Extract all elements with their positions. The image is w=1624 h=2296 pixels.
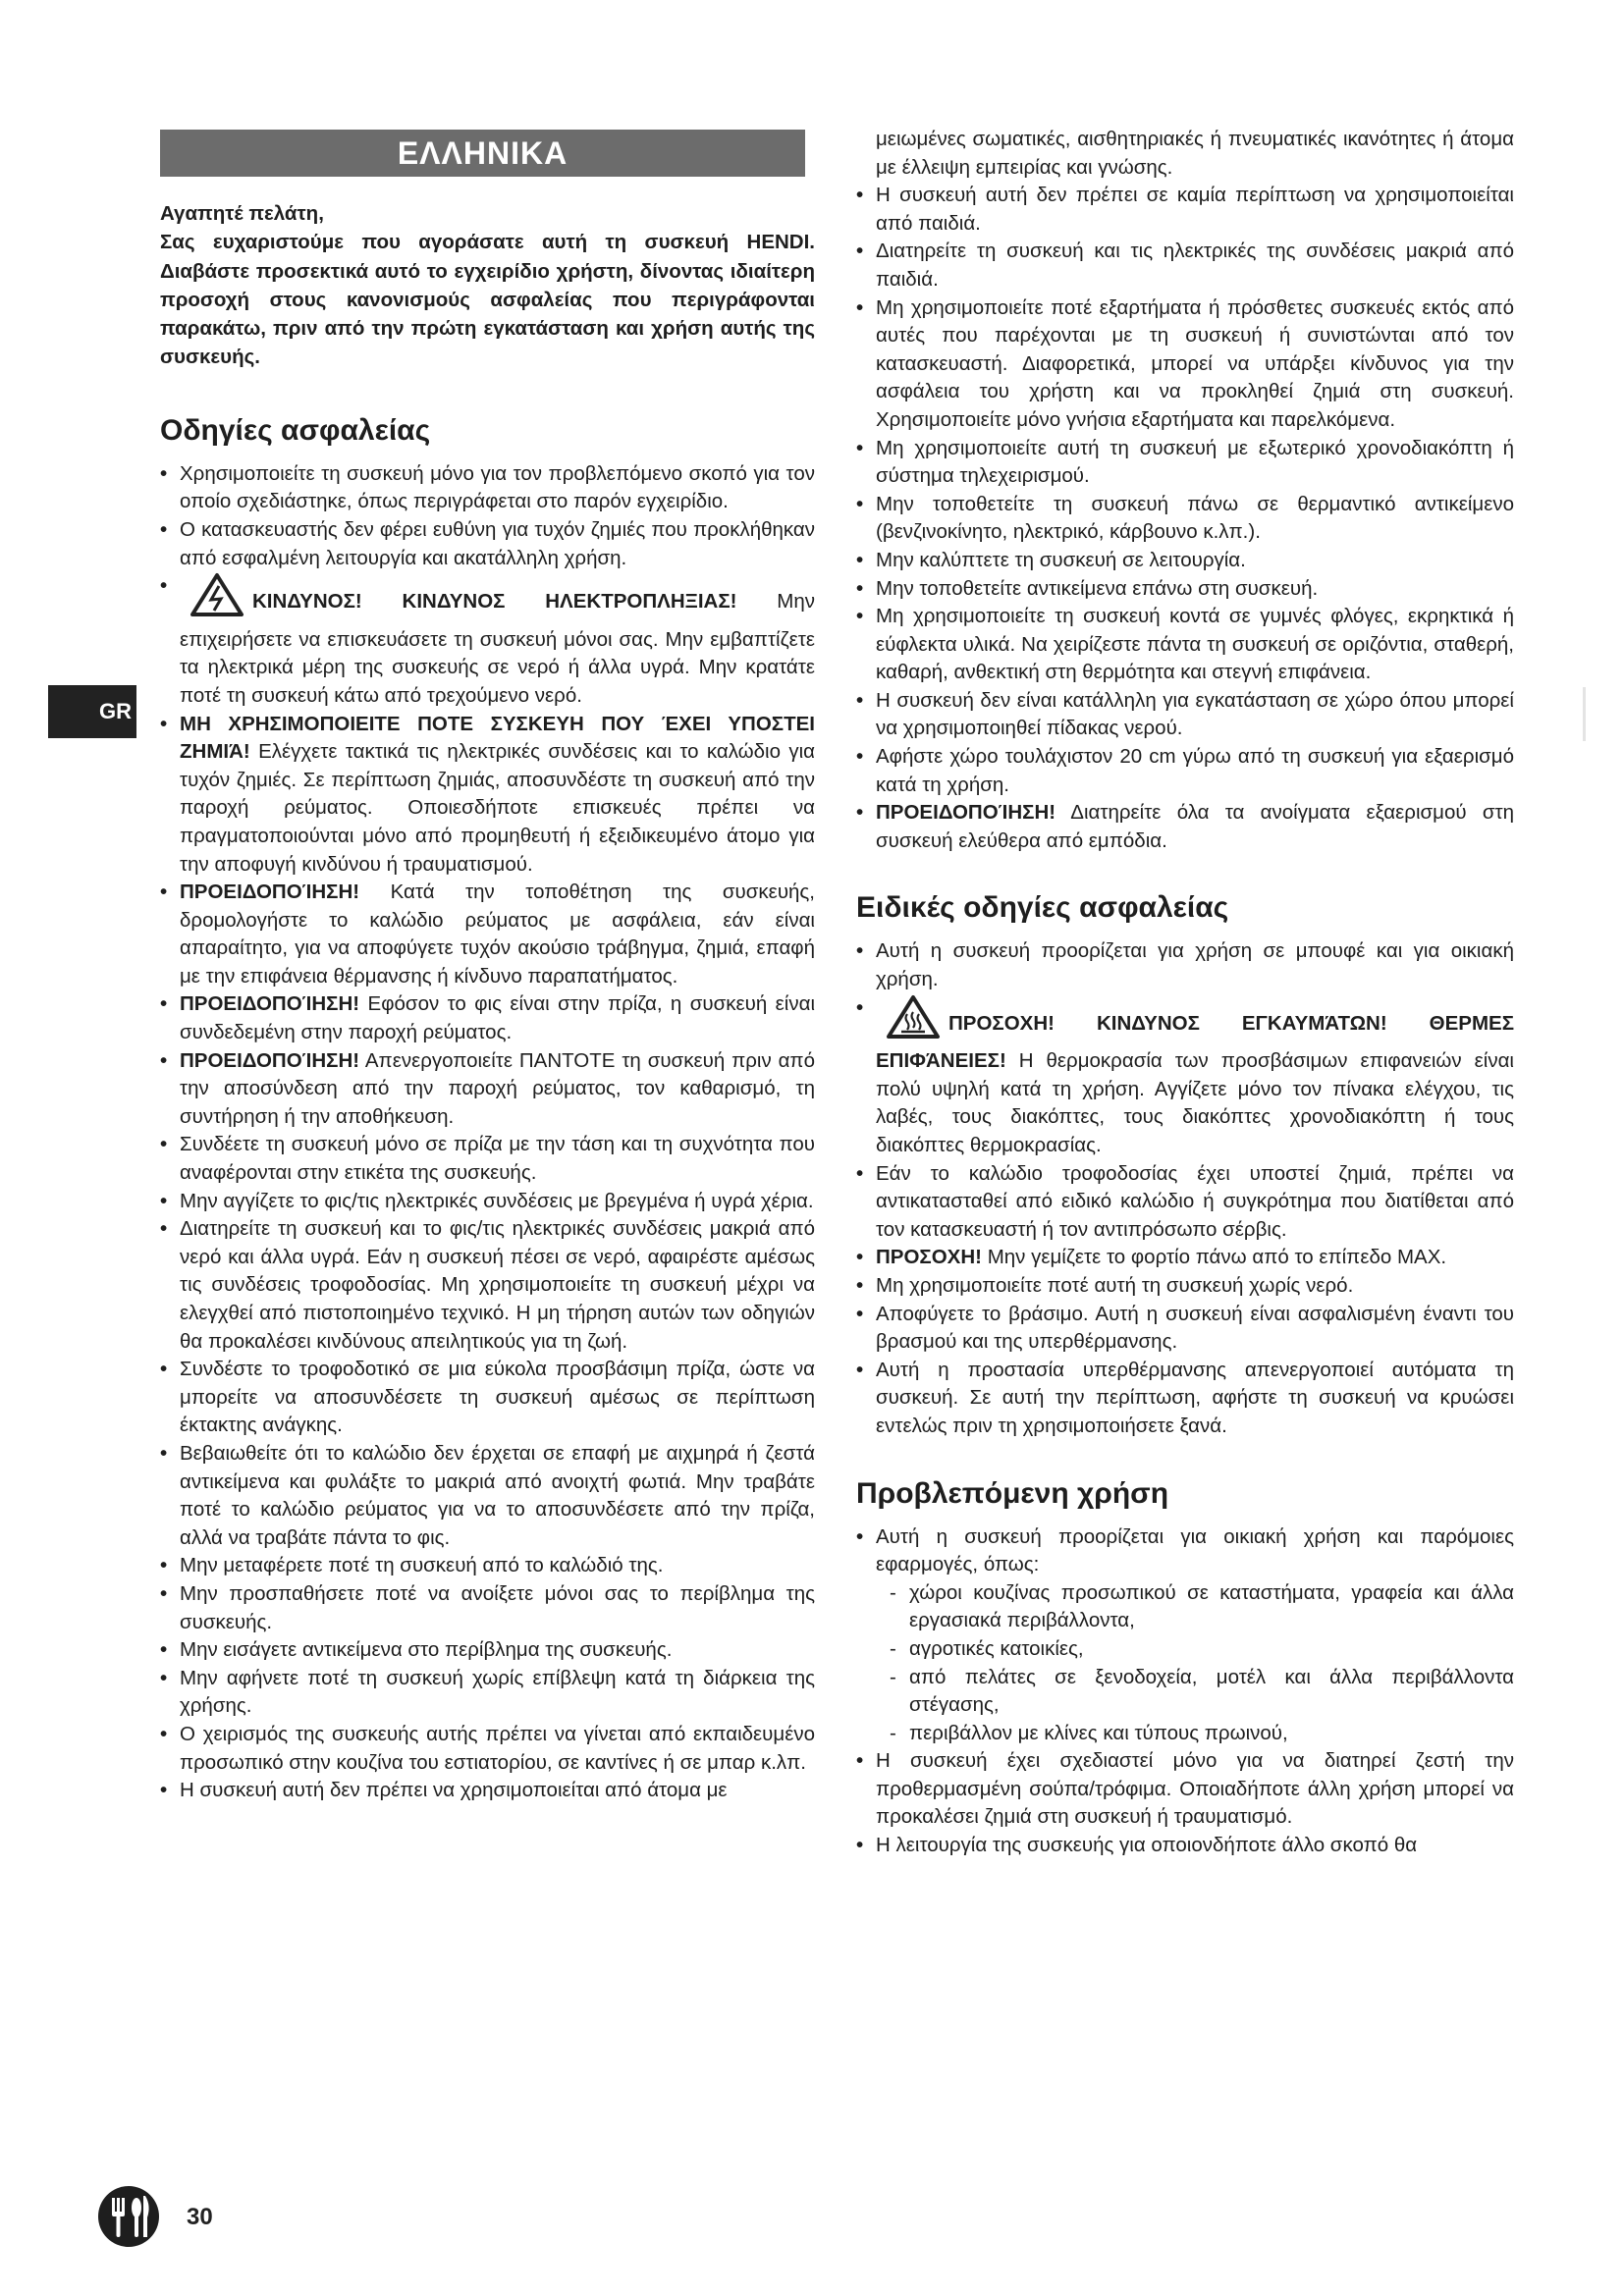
safety-item: • Μην μεταφέρετε ποτέ τη συσκευή από το καλώδιό της. <box>160 1552 815 1580</box>
safety-item: • Αφήστε χώρο τουλάχιστον 20 cm γύρω από τη συσκευή για εξαερισμό κατά τη χρήση. <box>856 743 1514 799</box>
intended-item: • Η λειτουργία της συσκευής για οποιονδήποτε άλλο σκοπό θα <box>856 1832 1514 1860</box>
safety-item: • Μην τοποθετείτε τη συσκευή πάνω σε θερμαντικό αντικείμενο (βενζινοκίνητο, ηλεκτρικό, κάρβουνο κ.λπ.). <box>856 491 1514 547</box>
continued-text: μειωμένες σωματικές, αισθητηριακές ή πνευματικές ικανότητες ή άτομα με έλλειψη εμπειρίας και γνώσης. <box>876 128 1514 179</box>
intro-greeting: Αγαπητέ πελάτη, <box>160 202 324 225</box>
intended-subitem: - από πελάτες σε ξενοδοχεία, μοτέλ και άλλα περιβάλλοντα στέγασης, <box>890 1665 1514 1717</box>
page-number: 30 <box>187 2204 213 2230</box>
hot-surface-label: ΠΡΟΣΟΧΗ! ΚΙΝΔΥΝΟΣ ΕΓΚΑΥΜΆΤΩΝ! ΘΕΡΜΕΣ ΕΠΙΦΆΝΕΙΕΣ! <box>876 1011 1514 1073</box>
safety-item: • Συνδέστε το τροφοδοτικό σε μια εύκολα προσβάσιμη πρίζα, ώστε να μπορείτε να αποσυνδέσετε τη συσκευή αμέσως σε περίπτωση έκτακτης ανάγκης. <box>160 1356 815 1440</box>
safety-item: • Βεβαιωθείτε ότι το καλώδιο δεν έρχεται σε επαφή με αιχμηρά ή ζεστά αντικείμενα και φυλάξτε το μακριά από ανοιχτή φωτιά. Μην τραβάτε ποτέ το καλώδιο ρεύματος για να το αποσυνδέσετε από την πρίζα, αλλά να τραβάτε πάντα το φις. <box>160 1440 815 1552</box>
safety-item: • Μην εισάγετε αντικείμενα στο περίβλημα της συσκευής. <box>160 1636 815 1665</box>
warning-text: Κατά την τοποθέτηση της συσκευής, δρομολογήστε το καλώδιο ρεύματος με ασφάλεια, εάν είναι απαραίτητο, για να αποφύγετε τυχόν ακούσιο τράβηγμα, ζημιά, επαφή με την επιφάνεια θέρμανσης ή κίνδυνο παραπατήματος. <box>180 881 816 988</box>
language-side-tab <box>48 685 136 738</box>
safety-item: • Διατηρείτε τη συσκευή και τις ηλεκτρικές της συνδέσεις μακριά από παιδιά. <box>856 238 1514 294</box>
safety-item: • Μην προσπαθήσετε ποτέ να ανοίξετε μόνοι σας το περίβλημα της συσκευής. <box>160 1580 815 1636</box>
subitem-text: από πελάτες σε ξενοδοχεία, μοτέλ και άλλα περιβάλλοντα στέγασης, <box>909 1665 1514 1717</box>
safety-item: • Μην αγγίζετε το φις/τις ηλεκτρικές συνδέσεις με βρεγμένα ή υγρά χέρια. <box>160 1188 815 1216</box>
damaged-item <box>160 711 815 880</box>
hot-surface-text: Η θερμοκρασία των προσβάσιμων επιφανειών είναι πολύ υψηλή κατά τη χρήση. Αγγίζετε μόνο τον πίνακα ελέγχου, τις λαβές, τους διακόπτες, τους διακόπτες χρονοδιακόπτη ή τους διακόπτες θερμοκρασίας. <box>876 1049 1514 1156</box>
left-column <box>160 199 815 1805</box>
warning-item <box>160 879 815 990</box>
subitem-text: περιβάλλον με κλίνες και τύπους πρωινού, <box>909 1721 1288 1744</box>
special-item: • Αποφύγετε το βράσιμο. Αυτή η συσκευή είναι ασφαλισμένη έναντι του βρασμού και της υπερθέρμανσης. <box>856 1301 1514 1357</box>
safety-item: • Ο χειρισμός της συσκευής αυτής πρέπει να γίνεται από εκπαιδευμένο προσωπικό στην κουζίνα του εστιατορίου, σε καντίνες ή σε μπαρ κ.λπ. <box>160 1721 815 1777</box>
caution-label: ΠΡΟΣΟΧΗ! <box>876 1246 982 1269</box>
damaged-label: ΜΗ ΧΡΗΣΙΜΟΠΟΙΕΙΤΕ ΠΟΤΕ ΣΥΣΚΕΥΗ ΠΟΥ ΈΧΕΙ ΥΠΟΣΤΕΙ ΖΗΜΙΆ! <box>180 712 815 764</box>
warning-label: ΠΡΟΕΙΔΟΠΟΊΗΣΗ! <box>180 881 360 904</box>
electric-hazard-icon <box>189 572 244 626</box>
danger-text: Μην επιχειρήσετε να επισκευάσετε τη συσκευή μόνοι σας. Μην εμβαπτίζετε τα ηλεκτρικά μέρη της συσκευής σε νερό ή άλλα υγρά. Μην κρατάτε ποτέ τη συσκευή κάτω από τρεχούμενο νερό. <box>180 590 815 707</box>
damaged-text: Ελέγχετε τακτικά τις ηλεκτρικές συνδέσεις και το καλώδιο για τυχόν ζημιές. Σε περίπτωση ζημιάς, αποσυνδέστε τη συσκευή από την παροχή ρεύματος. Οποιεσδήποτε επισκευές πρέπει να πραγματοποιούνται μόνο από προμηθευτή ή εξειδικευμένο άτομο για την αποφυγή κινδύνου ή τραυματισμού. <box>180 740 815 876</box>
intended-subitem: - χώροι κουζίνας προσωπικού σε καταστήματα, γραφεία και άλλα εργασιακά περιβάλλοντα, <box>890 1580 1514 1632</box>
right-column <box>856 126 1514 1860</box>
danger-item <box>160 572 815 710</box>
edge-marker <box>1583 687 1586 741</box>
safety-item: • Η συσκευή αυτή δεν πρέπει σε καμία περίπτωση να χρησιμοποιείται από παιδιά. <box>856 182 1514 238</box>
safety-item: • Συνδέετε τη συσκευή μόνο σε πρίζα με την τάση και τη συχνότητα που αναφέρονται στην ετικέτα της συσκευής. <box>160 1131 815 1187</box>
warning-text: Απενεργοποιείτε ΠΑΝΤΟΤΕ τη συσκευή πριν από την αποσύνδεση από την παροχή ρεύματος, τον καθαρισμό, τη συντήρηση ή την αποθήκευση. <box>180 1048 815 1128</box>
safety-item: • Χρησιμοποιείτε τη συσκευή μόνο για τον προβλεπόμενο σκοπό για τον οποίο σχεδιάστηκε, όπως περιγράφεται στο παρόν εγχειρίδιο. <box>160 460 815 516</box>
warning-item <box>160 1047 815 1132</box>
warning-item <box>160 990 815 1046</box>
safety-item: • Μην καλύπτετε τη συσκευή σε λειτουργία. <box>856 547 1514 575</box>
subitem-text: χώροι κουζίνας προσωπικού σε καταστήματα, γραφεία και άλλα εργασιακά περιβάλλοντα, <box>909 1580 1514 1632</box>
caution-item <box>856 1244 1514 1272</box>
intended-item: • Αυτή η συσκευή προορίζεται για οικιακή χρήση και παρόμοιες εφαρμογές, όπως: <box>856 1523 1514 1579</box>
intended-subitem: - αγροτικές κατοικίες, <box>890 1636 1084 1660</box>
warning-text: Διατηρείτε όλα τα ανοίγματα εξαερισμού στη συσκευή ελεύθερα από εμπόδια. <box>876 801 1514 852</box>
safety-item: • Μην αφήνετε ποτέ τη συσκευή χωρίς επίβλεψη κατά τη διάρκεια της χρήσης. <box>160 1665 815 1721</box>
caution-text: Μην γεμίζετε το φορτίο πάνω από το επίπεδο MAX. <box>987 1246 1447 1269</box>
safety-item: • Μη χρησιμοποιείτε τη συσκευή κοντά σε γυμνές φλόγες, εκρηκτικά ή εύφλεκτα υλικά. Να χειρίζεστε πάντα τη συσκευή σε οριζόντια, σταθερή, καθαρή, ανθεκτική στη θερμότητα και στεγνή επιφάνεια. <box>856 603 1514 687</box>
safety-item: • Μη χρησιμοποιείτε ποτέ εξαρτήματα ή πρόσθετες συσκευές εκτός από αυτές που παρέχονται με τη συσκευή ή συνιστώνται από τον κατασκευαστή. Διαφορετικά, μπορεί να υπάρξει κίνδυνος για την ασφάλεια του χρήστη και να προκληθεί ζημιά στη συσκευή. Χρησιμοποιείτε μόνο γνήσια εξαρτήματα και παρελκόμενα. <box>856 294 1514 435</box>
cutlery-icon <box>96 2184 161 2254</box>
intended-item: • Η συσκευή έχει σχεδιαστεί μόνο για να διατηρεί ζεστή την προθερμασμένη σούπα/τρόφιμα. Οποιαδήποτε άλλη χρήση μπορεί να προκαλέσει ζημιά στη συσκευή ή τραυματισμό. <box>856 1747 1514 1832</box>
danger-label: ΚΙΝΔΥΝΟΣ! ΚΙΝΔΥΝΟΣ ΗΛΕΚΤΡΟΠΛΗΞΙΑΣ! <box>252 590 737 614</box>
safety-item: • Η συσκευή αυτή δεν πρέπει να χρησιμοποιείται από άτομα με <box>160 1777 815 1805</box>
special-item: • Εάν το καλώδιο τροφοδοσίας έχει υποστεί ζημιά, πρέπει να αντικατασταθεί από ειδικό καλώδιο ή συγκρότημα που διατίθεται από τον κατασκευαστή ή τον αντιπρόσωπο σέρβις. <box>856 1160 1514 1245</box>
special-safety-heading: Ειδικές οδηγίες ασφαλείας <box>856 891 1229 925</box>
subitem-text: αγροτικές κατοικίες, <box>909 1636 1084 1660</box>
warning-item <box>856 799 1514 855</box>
special-item: • Μη χρησιμοποιείτε ποτέ αυτή τη συσκευή χωρίς νερό. <box>856 1272 1514 1301</box>
safety-item: • Μη χρησιμοποιείτε αυτή τη συσκευή με εξωτερικό χρονοδιακόπτη ή σύστημα τηλεχειρισμού. <box>856 435 1514 491</box>
language-banner: ΕΛΛΗΝΙΚΑ <box>160 130 805 177</box>
intended-use-heading: Προβλεπόμενη χρήση <box>856 1476 1169 1510</box>
hot-surface-icon <box>886 994 941 1048</box>
safety-item: • Ο κατασκευαστής δεν φέρει ευθύνη για τυχόν ζημιές που προκλήθηκαν από εσφαλμένη λειτουργία και ακατάλληλη χρήση. <box>160 516 815 572</box>
safety-item: • Μην τοποθετείτε αντικείμενα επάνω στη συσκευή. <box>856 575 1514 604</box>
safety-item: • Η συσκευή δεν είναι κατάλληλη για εγκατάσταση σε χώρο όπου μπορεί να χρησιμοποιηθεί πίδακας νερού. <box>856 687 1514 743</box>
warning-label: ΠΡΟΕΙΔΟΠΟΊΗΣΗ! <box>876 801 1056 825</box>
hot-surface-item <box>856 994 1514 1160</box>
warning-label: ΠΡΟΕΙΔΟΠΟΊΗΣΗ! <box>180 1048 360 1072</box>
intended-subitem: - περιβάλλον με κλίνες και τύπους πρωινού, <box>890 1721 1288 1744</box>
safety-item: • Διατηρείτε τη συσκευή και το φις/τις ηλεκτρικές συνδέσεις μακριά από νερό και άλλα υγρά. Εάν η συσκευή πέσει σε νερό, αφαιρέστε αμέσως τις συνδέσεις τροφοδοσίας. Μη χρησιμοποιείτε τη συσκευή μέχρι να ελεγχθεί από πιστοποιημένο τεχνικό. Η μη τήρηση αυτών των οδηγιών θα προκαλέσει κινδύνους απειλητικούς για τη ζωή. <box>160 1215 815 1356</box>
intro-text: Σας ευχαριστούμε που αγοράσατε αυτή τη συσκευή HENDI. Διαβάστε προσεκτικά αυτό το εγχειρίδιο χρήστη, δίνοντας ιδιαίτερη προσοχή στους κανονισμούς ασφαλείας που περιγράφονται παρακάτω, πριν από την πρώτη εγκατάσταση και χρήση αυτής της συσκευής. <box>160 231 815 369</box>
warning-label: ΠΡΟΕΙΔΟΠΟΊΗΣΗ! <box>180 992 360 1016</box>
special-item: • Αυτή η συσκευή προορίζεται για χρήση σε μπουφέ και για οικιακή χρήση. <box>856 937 1514 993</box>
warning-text: Εφόσον το φις είναι στην πρίζα, η συσκευή είναι συνδεδεμένη στην παροχή ρεύματος. <box>180 992 816 1044</box>
special-item: • Αυτή η προστασία υπερθέρμανσης απενεργοποιεί αυτόματα τη συσκευή. Σε αυτή την περίπτωση, αφήστε τη συσκευή να κρυώσει εντελώς πριν τη χρησιμοποιήσετε ξανά. <box>856 1357 1514 1441</box>
safety-heading: Οδηγίες ασφαλείας <box>160 413 431 447</box>
side-tab-label: GR <box>99 699 132 723</box>
